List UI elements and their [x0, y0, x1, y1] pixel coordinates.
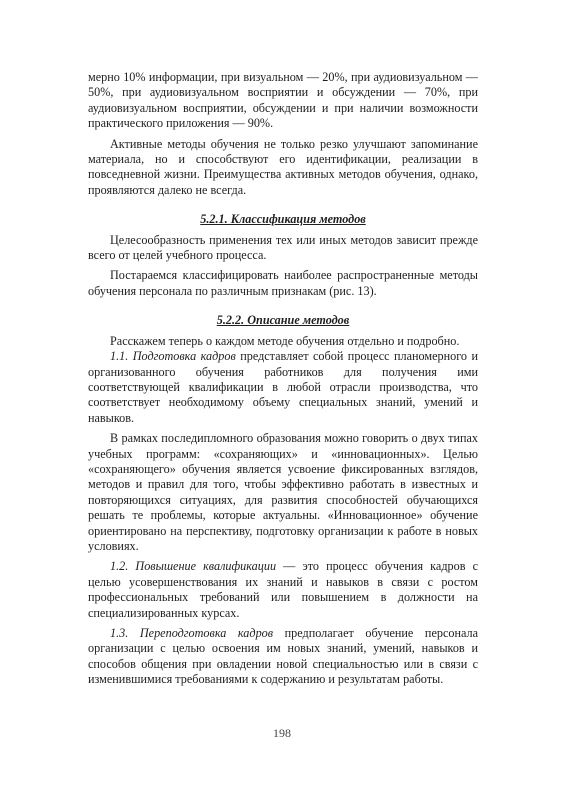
term-training: 1.1. Подготовка кадров: [110, 349, 236, 364]
section-heading-classification-text: 5.2.1. Классификация методов: [200, 212, 366, 227]
section-heading-description-text: 5.2.2. Описание методов: [216, 313, 350, 328]
section-heading-classification: [88, 212, 478, 227]
paragraph-retraining-text: предполагает обучение персонала организации с целью освоения им новых знаний, умений, навыков и способов общения при овладении новой специальностью или в связи с изменившимися требованиями к содержанию и результатам работы.: [88, 626, 478, 687]
paragraph-postgraduate: В рамках последипломного образования можно говорить о двух типах учебных программ: «сохраняющих» и «инновационных». Целью «сохраняющего» обучения является усвоение фиксированных взглядов, методов и правил для того, чтобы эффективно работать в известных и повторяющихся ситуациях, для развития способностей обучающихся решать те проблемы, которые актуальны. «Инновационное» обучение ориентировано на перспективу, подготовку организации к работе в новых условиях.: [88, 431, 478, 553]
document-page: [88, 70, 478, 688]
paragraph-training: [88, 349, 478, 426]
paragraph-expediency: Целесообразность применения тех или иных методов зависит прежде всего от целей учебного процесса.: [88, 232, 478, 263]
page-number: 198: [273, 726, 291, 740]
paragraph-retraining: [88, 626, 478, 688]
paragraph-training-text: представляет собой процесс планомерного и организованного обучения работников для получения ими соответствующей квалификации в любой отрасли производства, что соответствует необходимому объему специальных знаний, умений и навыков.: [88, 349, 479, 425]
paragraph-advanced-training-text: — это процесс обучения кадров с целью усовершенствования их знаний и навыков в связи с ростом профессиональных требований или повышением в должности на специализированных курсах.: [88, 559, 478, 620]
term-advanced-training: 1.2. Повышение квалификации: [110, 559, 277, 574]
paragraph-tell: Расскажем теперь о каждом методе обучения отдельно и подробно.: [110, 333, 460, 348]
term-retraining: 1.3. Переподготовка кадров: [110, 626, 274, 640]
paragraph-active-methods: Активные методы обучения не только резко улучшают запоминание материала, но и способствуют его идентификации, реализации в повседневной жизни. Преимущества активных методов обучения, однако, проявляются далеко не всегда.: [88, 136, 478, 197]
paragraph-intro: мерно 10% информации, при визуальном — 20%, при аудиовизуальном — 50%, при аудиовизуальном восприятии и обсуждении — 70%, при аудиовизуальном восприятии, обсуждении и при наличии возможности практического приложения — 90%.: [88, 70, 478, 131]
paragraph-advanced-training: [88, 559, 478, 621]
section-heading-description: [88, 313, 478, 328]
paragraph-classify: Постараемся классифицировать наиболее распространенные методы обучения персонала по различным признакам (рис. 13).: [88, 268, 478, 298]
